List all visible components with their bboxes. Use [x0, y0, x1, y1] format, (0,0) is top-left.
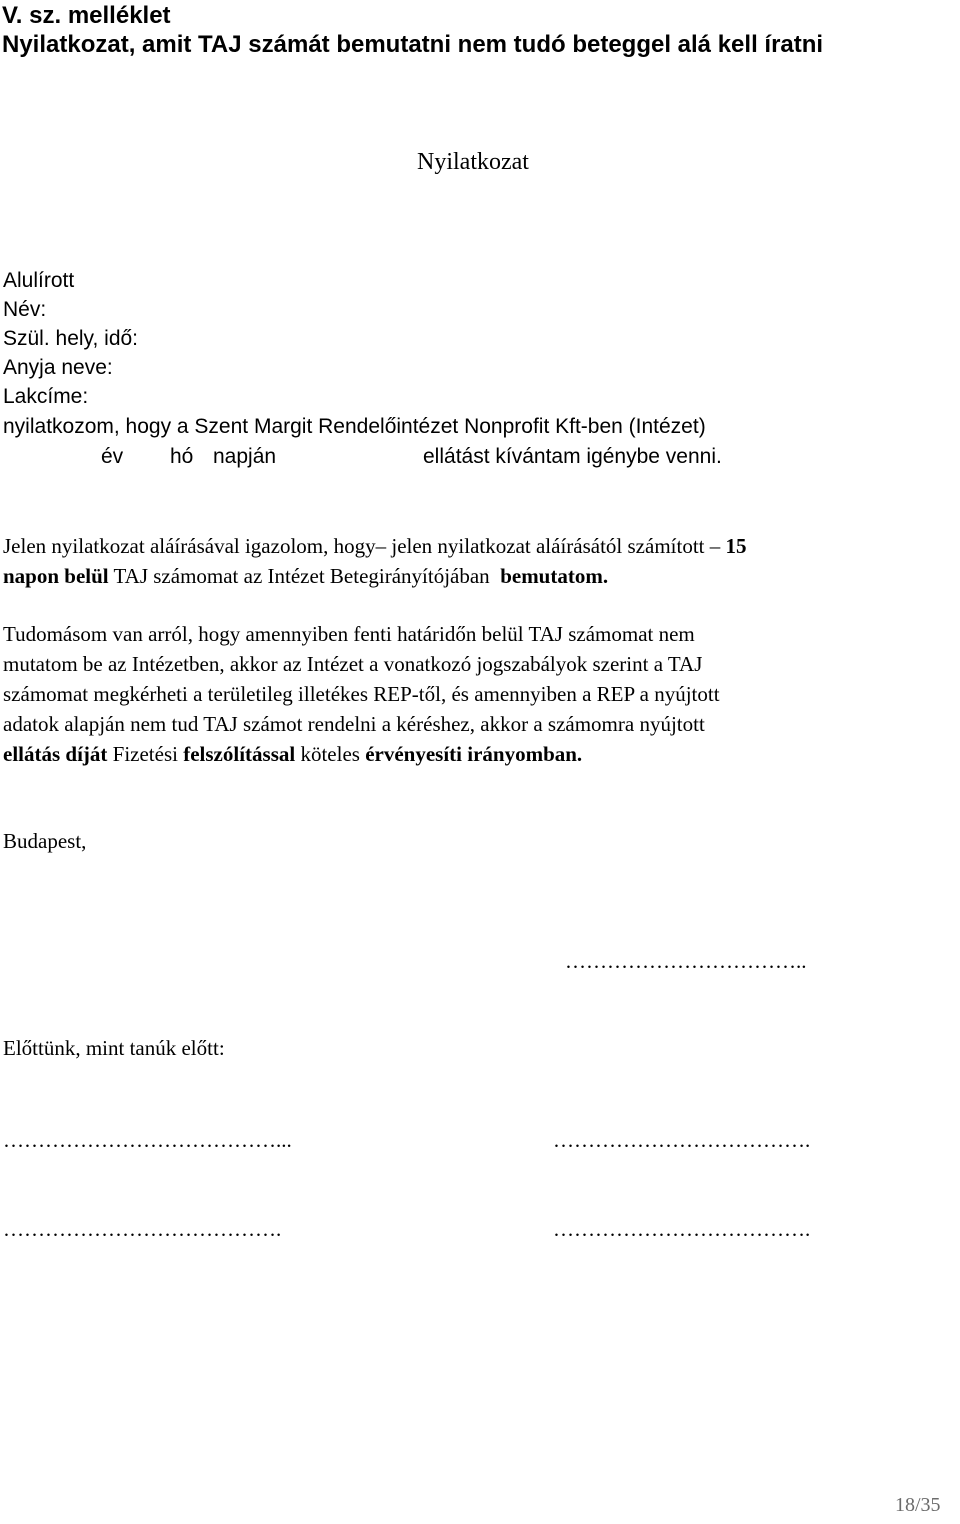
text-run: Jelen nyilatkozat aláírásával igazolom, hogy– jelen nyilatkozat aláírásától számított – — [3, 534, 721, 558]
paragraph-line: mutatom be az Intézetben, akkor az Intézet a vonatkozó jogszabályok szerint a TAJ — [3, 652, 703, 676]
paragraph-line: számomat megkérheti a területileg illetékes REP-től, és amennyiben a REP a nyújtott — [3, 682, 720, 706]
page-title: Nyilatkozat — [417, 149, 529, 175]
acknowledgement-paragraph — [3, 619, 953, 769]
birth-label: Szül. hely, idő: — [3, 327, 139, 350]
place-label: Budapest, — [3, 829, 87, 853]
name-label: Név: — [3, 298, 47, 321]
signature-line: …………………………….. — [565, 949, 807, 973]
witnesses-label: Előttünk, mint tanúk előtt: — [3, 1036, 225, 1060]
witness-signature-line: ………………………………. — [553, 1217, 811, 1241]
paragraph-line — [3, 561, 953, 591]
undersigned-label: Alulírott — [3, 269, 75, 292]
paragraph-line: Tudomásom van arról, hogy amennyiben fenti határidőn belül TAJ számomat nem — [3, 622, 695, 646]
bold-run: bemutatom. — [500, 564, 609, 588]
paragraph-line — [3, 739, 953, 769]
year-label: év — [101, 445, 124, 468]
text-run: TAJ számomat az Intézet Betegirányítójában — [113, 564, 490, 588]
bold-run: napon belül — [3, 564, 109, 588]
month-label: hó — [170, 445, 194, 468]
day-label: napján — [213, 445, 277, 468]
text-run: Fizetési — [112, 742, 178, 766]
paragraph-line — [3, 531, 953, 561]
mother-name-label: Anyja neve: — [3, 356, 113, 379]
page-number: 18/35 — [895, 1494, 941, 1516]
bold-run: 15 — [725, 534, 747, 558]
bold-run: felszólítással — [183, 742, 296, 766]
declaration-line: nyilatkozom, hogy a Szent Margit Rendelőintézet Nonprofit Kft-ben (Intézet) — [3, 415, 706, 438]
confirmation-paragraph — [3, 531, 953, 591]
text-run: köteles — [300, 742, 360, 766]
bold-run: ellátás díját — [3, 742, 108, 766]
witness-signature-line: …………………………………... — [3, 1128, 292, 1152]
address-label: Lakcíme: — [3, 385, 89, 408]
bold-run: érvényesíti irányomban. — [365, 742, 583, 766]
care-text: ellátást kívántam igénybe venni. — [423, 445, 722, 468]
document-subtitle: Nyilatkozat, amit TAJ számát bemutatni nem tudó beteggel alá kell íratni — [2, 31, 824, 58]
witness-signature-line: ………………………………. — [553, 1128, 811, 1152]
paragraph-line: adatok alapján nem tud TAJ számot rendelni a kéréshez, akkor a számomra nyújtott — [3, 712, 705, 736]
witness-signature-line: …………………………………. — [3, 1217, 282, 1241]
annex-label: V. sz. melléklet — [2, 2, 171, 29]
